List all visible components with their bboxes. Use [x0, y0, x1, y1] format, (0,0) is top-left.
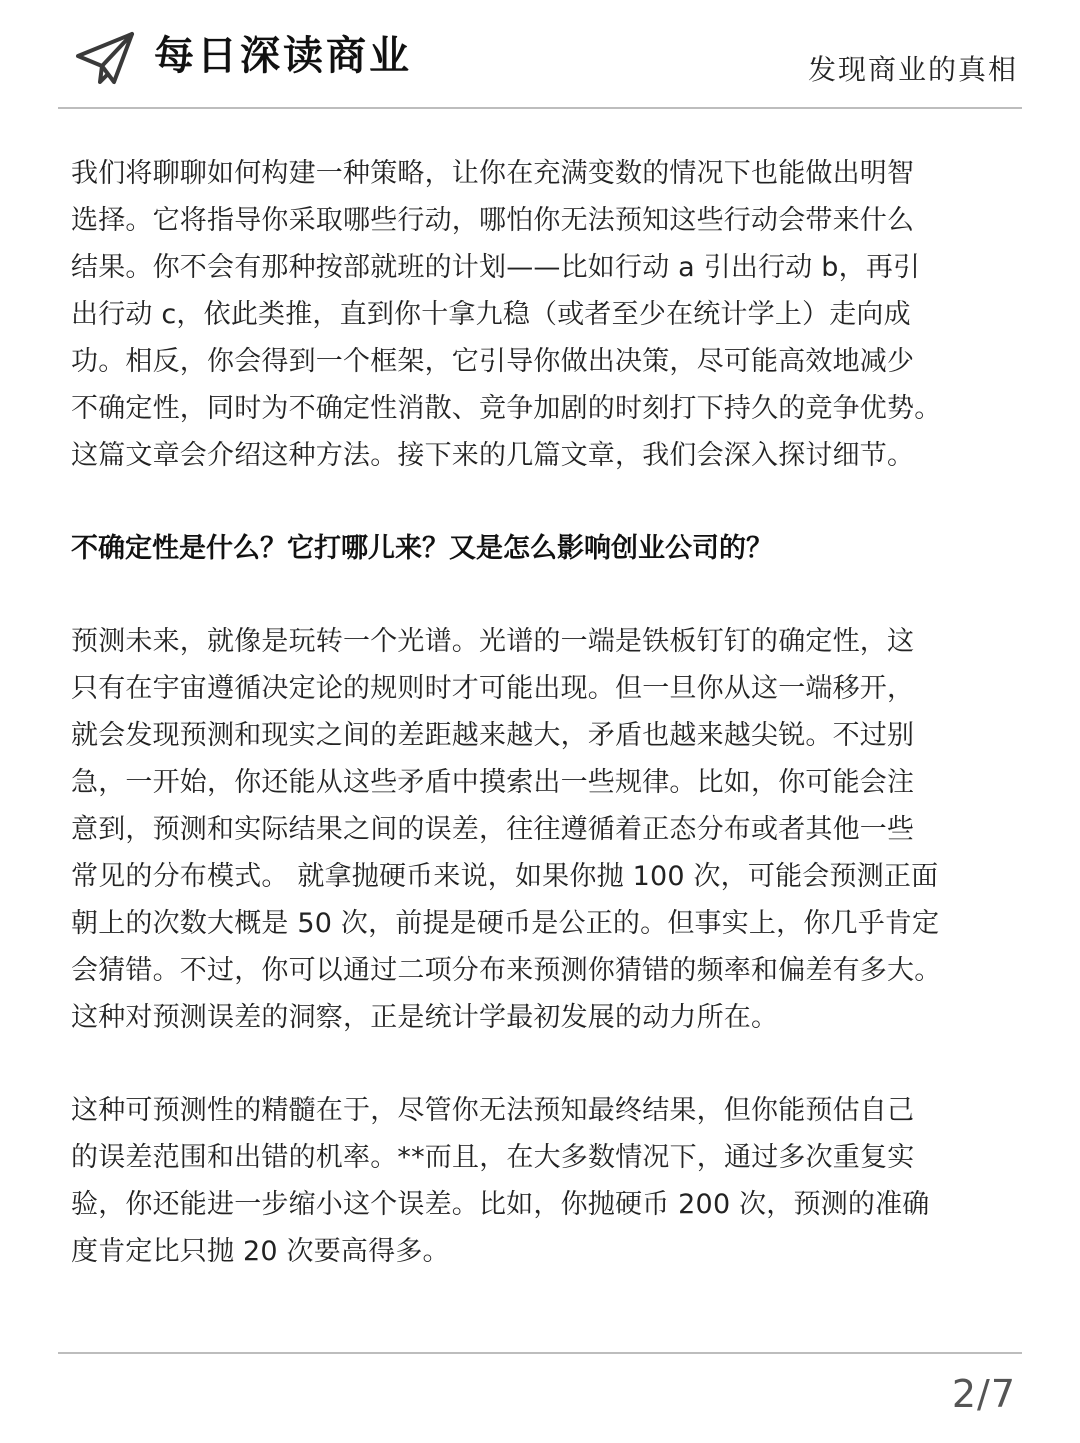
spacer [71, 572, 1021, 618]
paragraph-line: 选择。它将指导你采取哪些行动，哪怕你无法预知这些行动会带来什么 [71, 205, 915, 236]
footer-divider [58, 1352, 1022, 1354]
paragraph-1 [71, 150, 1021, 479]
paragraph-line: 度肯定比只抛 20 次要高得多。 [71, 1236, 450, 1267]
page-number: 2/7 [951, 1372, 1016, 1416]
paragraph-2 [71, 618, 1021, 1041]
section-heading: 不确定性是什么？它打哪儿来？又是怎么影响创业公司的？ [71, 533, 773, 564]
article-body [71, 150, 1021, 1275]
paragraph-line: 出行动 c，依此类推，直到你十拿九稳（或者至少在统计学上）走向成 [71, 299, 911, 330]
paragraph-line: 的误差范围和出错的机率。**而且，在大多数情况下，通过多次重复实 [71, 1142, 915, 1173]
paragraph-line: 验，你还能进一步缩小这个误差。比如，你抛硬币 200 次，预测的准确 [71, 1189, 930, 1220]
paragraph-line: 意到，预测和实际结果之间的误差，往往遵循着正态分布或者其他一些 [71, 814, 915, 845]
header-divider [58, 107, 1022, 109]
paragraph-line: 常见的分布模式。 就拿抛硬币来说，如果你抛 100 次，可能会预测正面 [71, 861, 939, 892]
paragraph-line: 只有在宇宙遵循决定论的规则时才可能出现。但一旦你从这一端移开， [71, 673, 915, 704]
paragraph-line: 朝上的次数大概是 50 次，前提是硬币是公正的。但事实上，你几乎肯定 [71, 908, 940, 939]
paragraph-line: 就会发现预测和现实之间的差距越来越大，矛盾也越来越尖锐。不过别 [71, 720, 915, 751]
paragraph-line: 结果。你不会有那种按部就班的计划——比如行动 a 引出行动 b，再引 [71, 252, 921, 283]
paragraph-line: 这种可预测性的精髓在于，尽管你无法预知最终结果，但你能预估自己 [71, 1095, 915, 1126]
paragraph-line: 我们将聊聊如何构建一种策略，让你在充满变数的情况下也能做出明智 [71, 158, 915, 189]
paragraph-line: 会猜错。不过，你可以通过二项分布来预测你猜错的频率和偏差有多大。 [71, 955, 942, 986]
paragraph-3 [71, 1087, 1021, 1275]
paragraph-line: 不确定性，同时为不确定性消散、竞争加剧的时刻打下持久的竞争优势。 [71, 393, 942, 424]
paragraph-line: 这篇文章会介绍这种方法。接下来的几篇文章，我们会深入探讨细节。 [71, 440, 915, 471]
brand-slogan: 发现商业的真相 [807, 53, 1018, 86]
paragraph-line: 功。相反，你会得到一个框架，它引导你做出决策，尽可能高效地减少 [71, 346, 915, 377]
brand-title: 每日深读商业 [154, 33, 412, 79]
paragraph-line: 预测未来，就像是玩转一个光谱。光谱的一端是铁板钉钉的确定性，这 [71, 626, 915, 657]
spacer [71, 1041, 1021, 1087]
paragraph-line: 这种对预测误差的洞察，正是统计学最初发展的动力所在。 [71, 1002, 779, 1033]
spacer [71, 479, 1021, 525]
header [0, 0, 1080, 110]
paper-plane-icon [74, 30, 136, 88]
paragraph-line: 急，一开始，你还能从这些矛盾中摸索出一些规律。比如，你可能会注 [71, 767, 915, 798]
